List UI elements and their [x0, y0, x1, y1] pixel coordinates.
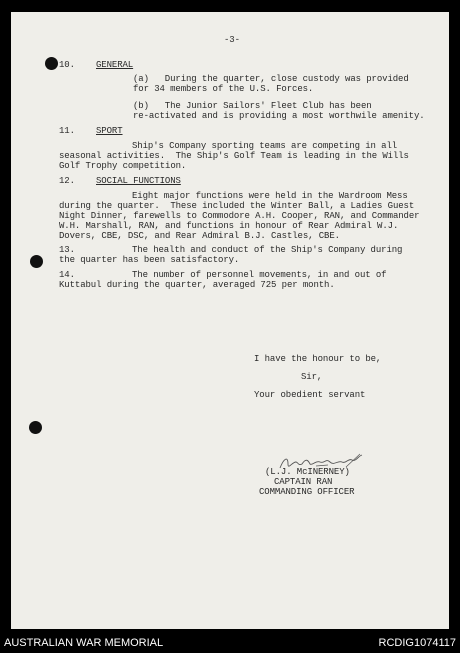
section-heading: SPORT: [96, 126, 123, 136]
paragraph-line: Eight major functions were held in the Wardroom Mess: [132, 191, 408, 201]
page-number: -3-: [224, 35, 240, 45]
paragraph-line: the quarter has been satisfactory.: [59, 255, 240, 265]
paragraph-line: seasonal activities. The Ship's Golf Team is leading in the Wills: [59, 151, 409, 161]
footer-record-id: RCDIG1074117: [378, 637, 456, 649]
punch-hole: [45, 57, 58, 70]
footer-source: AUSTRALIAN WAR MEMORIAL: [4, 637, 164, 649]
paragraph-line: Golf Trophy competition.: [59, 161, 187, 171]
punch-hole: [29, 421, 42, 434]
paragraph-line: Night Dinner, farewells to Commodore A.H. Cooper, RAN, and Commander: [59, 211, 420, 221]
section-number: 11.: [59, 126, 75, 136]
paragraph-line: W.H. Marshall, RAN, and functions in honour of Rear Admiral W.J.: [59, 221, 399, 231]
paragraph-line: The health and conduct of the Ship's Company during: [132, 245, 403, 255]
paragraph-line: Dovers, CBE, DSC, and Rear Admiral B.J. Castles, CBE.: [59, 231, 340, 241]
signatory-rank: CAPTAIN RAN: [274, 477, 333, 487]
closing-line: Sir,: [301, 372, 323, 382]
paragraph-line: (b) The Junior Sailors' Fleet Club has been: [133, 101, 372, 111]
paragraph-line: Ship's Company sporting teams are competing in all: [132, 141, 398, 151]
closing-line: I have the honour to be,: [254, 354, 382, 364]
section-heading: SOCIAL FUNCTIONS: [96, 176, 181, 186]
paragraph-line: (a) During the quarter, close custody was provided: [133, 74, 409, 84]
section-number: 13.: [59, 245, 75, 255]
paragraph-line: Kuttabul during the quarter, averaged 725 per month.: [59, 280, 335, 290]
section-number: 10.: [59, 60, 75, 70]
punch-hole: [30, 255, 43, 268]
paragraph-line: for 34 members of the U.S. Forces.: [133, 84, 314, 94]
footer-bar: [0, 633, 460, 653]
section-number: 14.: [59, 270, 75, 280]
signatory-name: (L.J. McINERNEY): [265, 467, 350, 477]
signatory-role: COMMANDING OFFICER: [259, 487, 355, 497]
closing-line: Your obedient servant: [254, 390, 366, 400]
section-heading: GENERAL: [96, 60, 134, 70]
paragraph-line: re-activated and is providing a most worthwile amenity.: [133, 111, 425, 121]
document-page: [11, 12, 449, 629]
paragraph-line: The number of personnel movements, in and out of: [132, 270, 387, 280]
section-number: 12.: [59, 176, 75, 186]
paragraph-line: during the quarter. These included the Winter Ball, a Ladies Guest: [59, 201, 415, 211]
